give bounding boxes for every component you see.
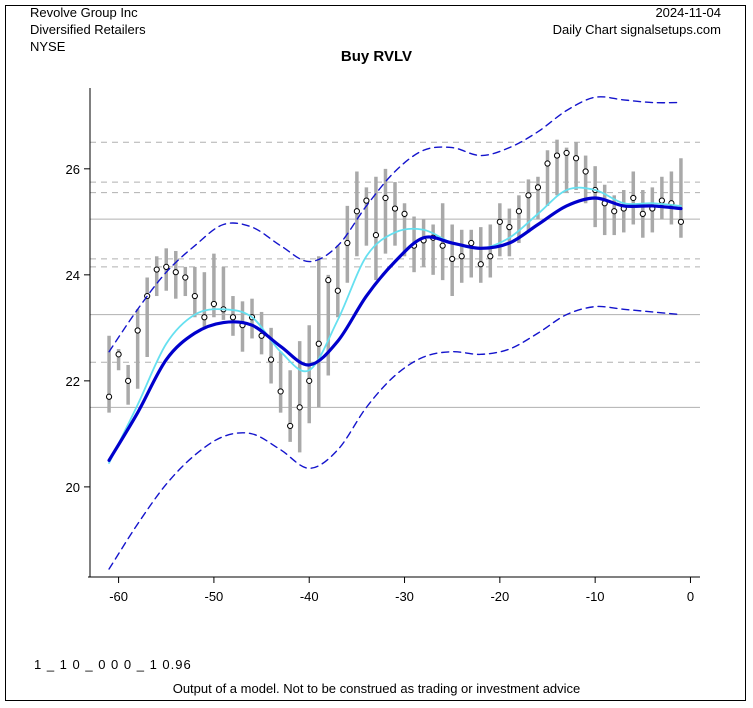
industry-name: Diversified Retailers bbox=[30, 22, 146, 37]
x-tick-label: -20 bbox=[490, 589, 510, 604]
close-marker bbox=[678, 219, 683, 224]
x-tick-label: -10 bbox=[585, 589, 605, 604]
close-marker bbox=[478, 262, 483, 267]
y-tick-label: 26 bbox=[65, 161, 80, 177]
close-marker bbox=[545, 161, 550, 166]
close-marker bbox=[640, 211, 645, 216]
y-tick-label: 24 bbox=[65, 267, 80, 283]
close-marker bbox=[497, 219, 502, 224]
close-marker bbox=[488, 254, 493, 259]
x-tick-label: -40 bbox=[299, 589, 319, 604]
close-marker bbox=[535, 185, 540, 190]
header-right bbox=[553, 4, 721, 38]
close-marker bbox=[402, 211, 407, 216]
close-marker bbox=[459, 254, 464, 259]
close-marker bbox=[116, 352, 121, 357]
close-marker bbox=[631, 195, 636, 200]
close-marker bbox=[135, 328, 140, 333]
chart-date: 2024-11-04 bbox=[655, 5, 721, 20]
close-marker bbox=[564, 150, 569, 155]
close-marker bbox=[507, 225, 512, 230]
close-marker bbox=[373, 232, 378, 237]
disclaimer-text: Output of a model. Not to be construed as trading or investment advice bbox=[172, 681, 581, 696]
close-marker bbox=[554, 153, 559, 158]
close-marker bbox=[364, 198, 369, 203]
close-marker bbox=[583, 169, 588, 174]
chart-source: Daily Chart signalsetups.com bbox=[552, 22, 721, 37]
x-tick-label: -60 bbox=[109, 589, 128, 604]
close-marker bbox=[450, 256, 455, 261]
close-marker bbox=[154, 267, 159, 272]
close-marker bbox=[516, 209, 521, 214]
model-code: 1 _ 1 0 _ 0 0 0 _ 1 0.96 bbox=[34, 657, 192, 672]
close-marker bbox=[278, 389, 283, 394]
company-name: Revolve Group Inc bbox=[30, 5, 138, 20]
exchange-name: NYSE bbox=[30, 39, 66, 54]
close-marker bbox=[268, 357, 273, 362]
close-marker bbox=[126, 378, 131, 383]
price-chart bbox=[34, 70, 714, 635]
page-title: Buy RVLV bbox=[340, 48, 413, 65]
close-marker bbox=[173, 270, 178, 275]
close-marker bbox=[307, 378, 312, 383]
close-marker bbox=[164, 264, 169, 269]
x-tick-label: -50 bbox=[204, 589, 224, 604]
close-marker bbox=[354, 209, 359, 214]
close-marker bbox=[469, 240, 474, 245]
close-marker bbox=[230, 315, 235, 320]
close-marker bbox=[211, 301, 216, 306]
close-marker bbox=[612, 209, 617, 214]
close-marker bbox=[392, 206, 397, 211]
close-marker bbox=[297, 405, 302, 410]
lower-band-line bbox=[109, 306, 681, 569]
x-tick-label: 0 bbox=[686, 589, 695, 604]
close-marker bbox=[659, 198, 664, 203]
close-marker bbox=[288, 423, 293, 428]
y-tick-label: 20 bbox=[65, 479, 80, 495]
chart-canvas bbox=[34, 70, 714, 635]
close-marker bbox=[383, 195, 388, 200]
close-marker bbox=[316, 341, 321, 346]
close-marker bbox=[326, 278, 331, 283]
close-marker bbox=[335, 288, 340, 293]
close-marker bbox=[526, 193, 531, 198]
close-marker bbox=[183, 275, 188, 280]
x-tick-label: -30 bbox=[395, 589, 414, 604]
close-marker bbox=[440, 243, 445, 248]
y-tick-label: 22 bbox=[65, 373, 80, 389]
close-marker bbox=[202, 315, 207, 320]
close-marker bbox=[345, 240, 350, 245]
close-marker bbox=[573, 156, 578, 161]
close-marker bbox=[192, 293, 197, 298]
close-marker bbox=[106, 394, 111, 399]
